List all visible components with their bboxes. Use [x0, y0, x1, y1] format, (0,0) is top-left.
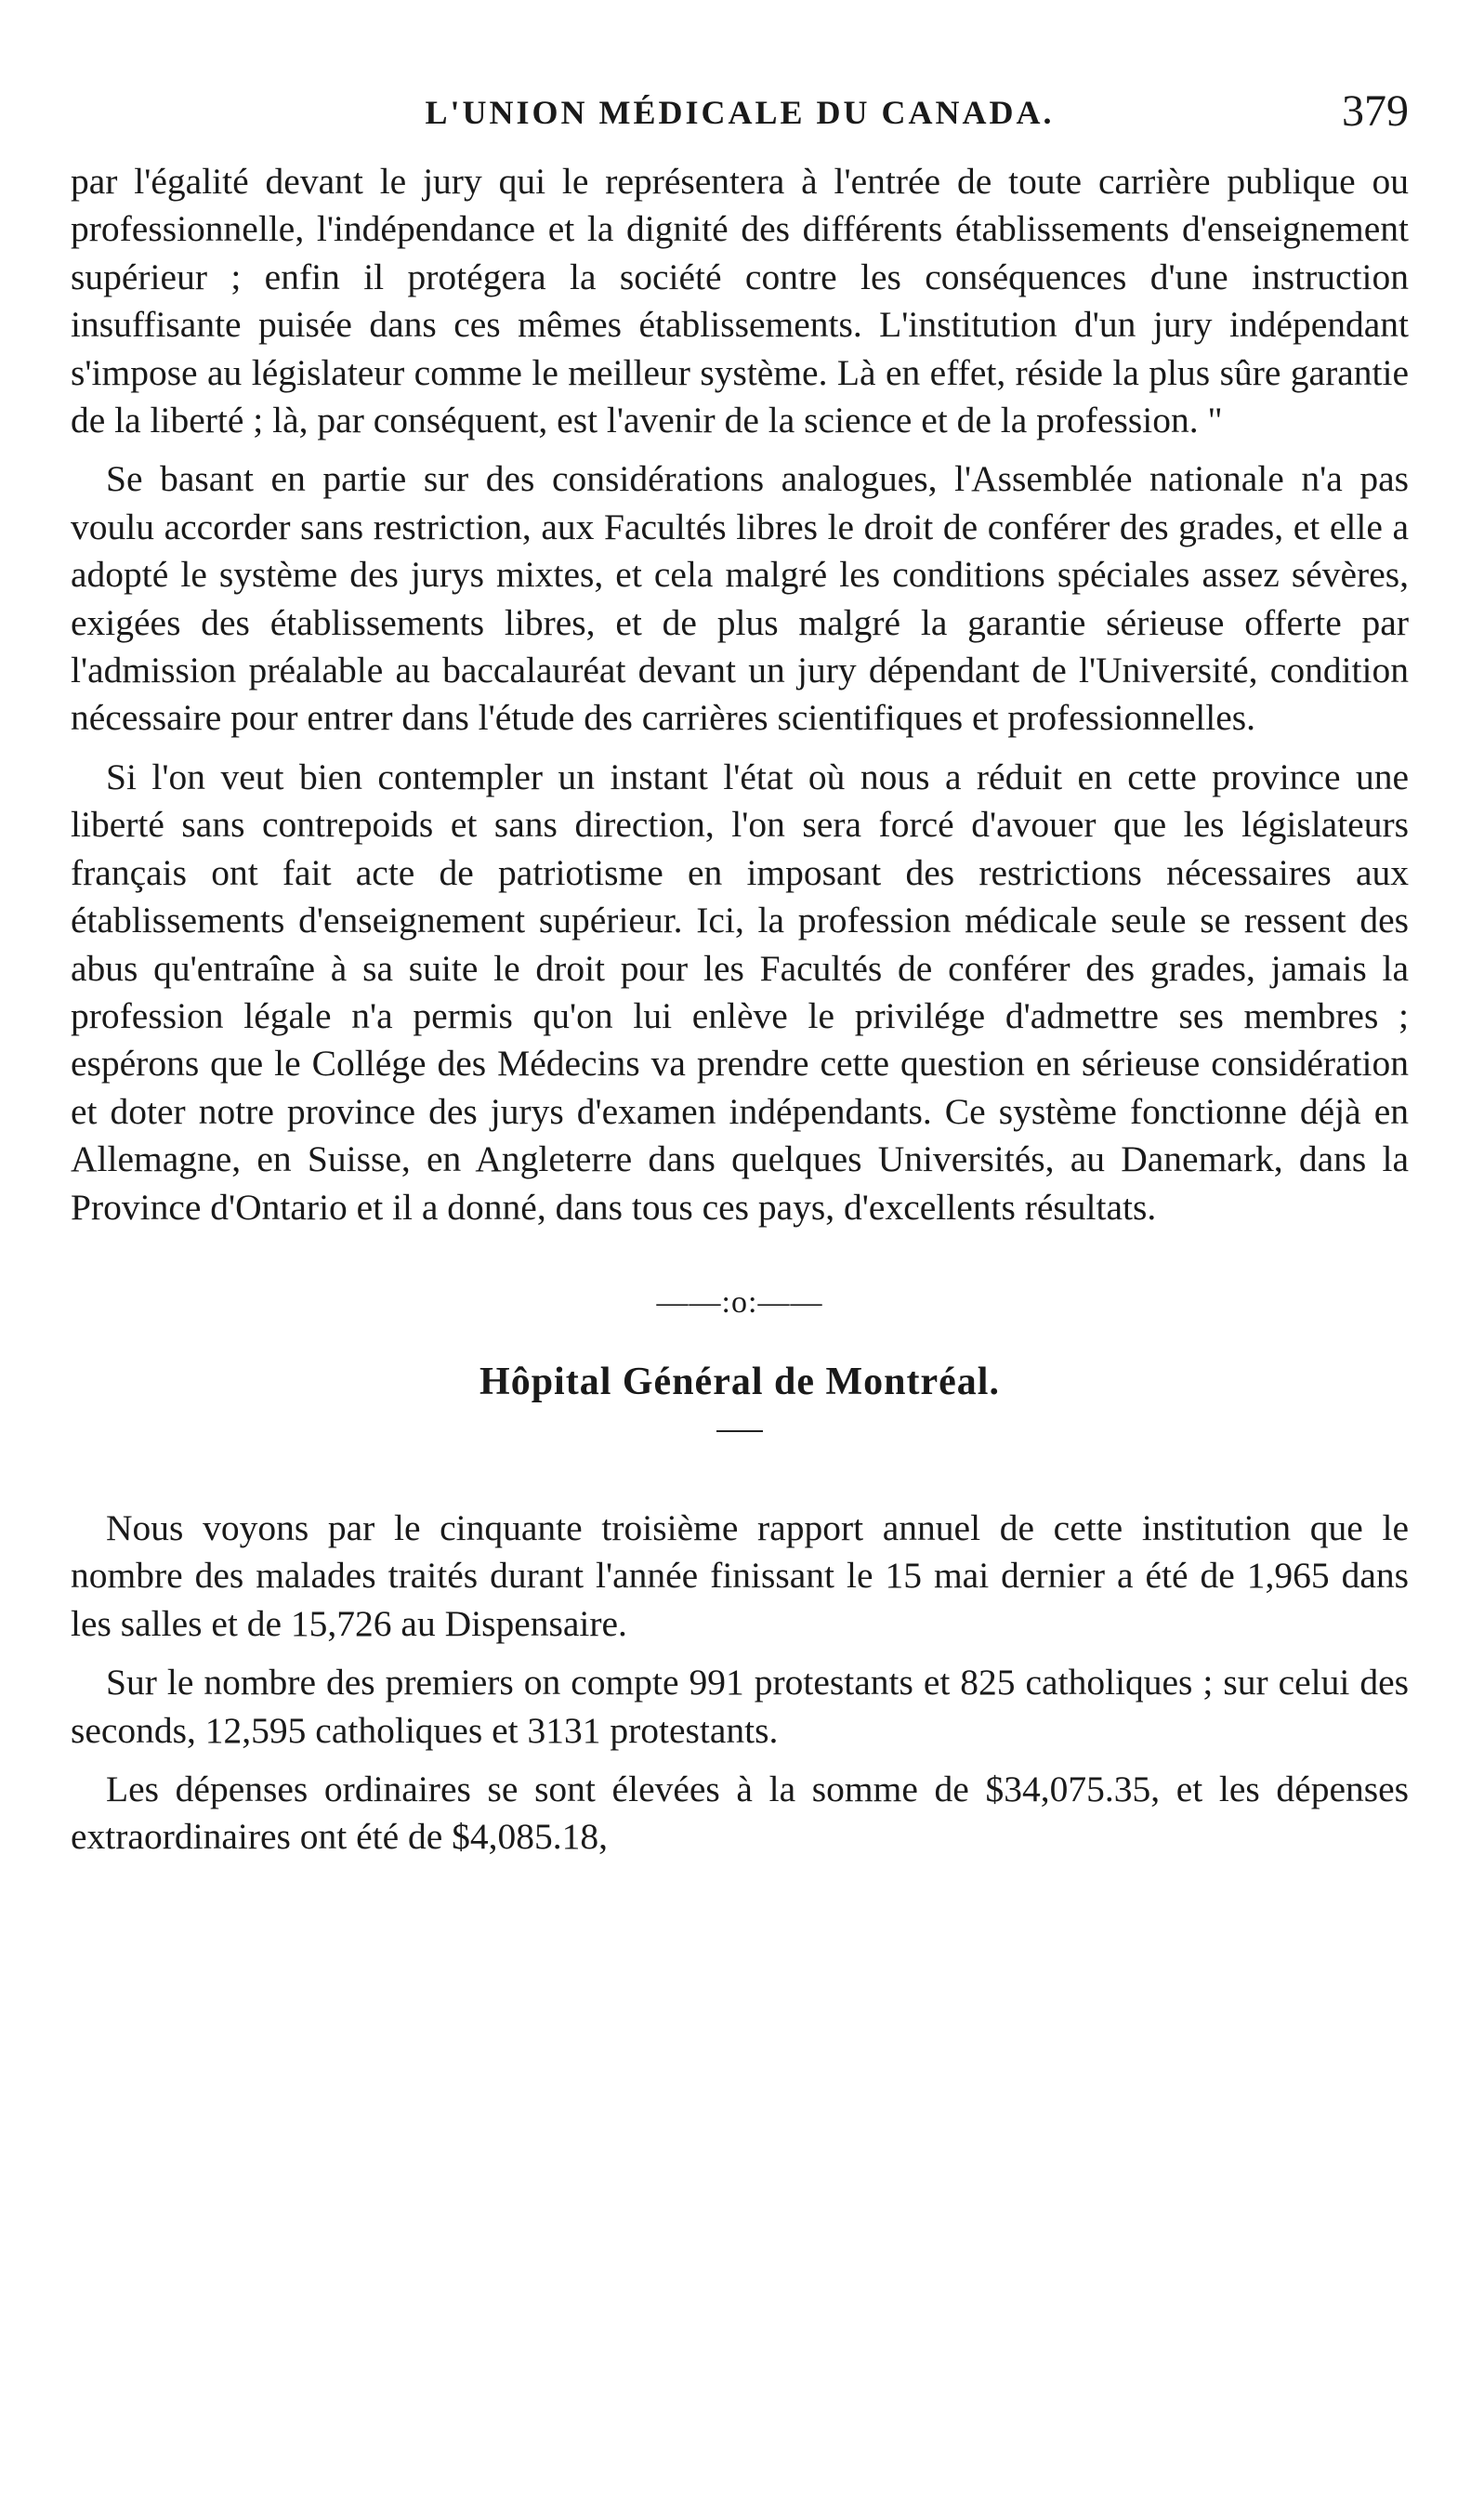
paragraph-province: Si l'on veut bien contempler un instant l'état où nous a réduit en cette province une liberté sans contrepoids et sans direction, l'on sera forcé d'avouer que les législateurs français ont fait acte de patriotisme en imposant des restrictions nécessaires aux établissements d'enseignement supérieur. Ici, la profession médicale seule se ressent des abus qu'entraîne à sa suite le droit pour les Facultés de conférer des grades, jamais la profession légale n'a permis qu'on lui enlève le privilége d'admettre ses membres ; espérons que le Collége des Médecins va prendre cette question en sérieuse considération et doter notre province des jurys d'examen indépendants. Ce système fonctionne déjà en Allemagne, en Suisse, en Angleterre dans quelques Universités, au Danemark, dans la Province d'Ontario et il a donné, dans tous ces pays, d'excellents résultats.	[71, 756, 1409, 1228]
running-head	[71, 86, 1409, 158]
paragraph-assemblee-nationale: Se basant en partie sur des considérations analogues, l'Assemblée nationale n'a pas voulu accorder sans restriction, aux Facultés libres le droit de conférer des grades, et elle a adopté le système des jurys mixtes, et cela malgré les conditions spéciales assez sévères, exigées des établissements libres, et de plus malgré la garantie sérieuse offerte par l'admission préalable au baccalauréat devant un jury dépendant de l'Université, condition nécessaire pour entrer dans l'étude des carrières scientifiques et professionnelles.	[71, 458, 1409, 739]
section-divider: ——:o:——	[656, 1284, 823, 1320]
page	[71, 86, 1409, 1873]
page-number: 379	[1342, 86, 1409, 136]
paragraph-rapport-annuel: Nous voyons par le cinquante troisième rapport annuel de cette institution que le nombre des malades traités durant l'année finissant le 15 mai dernier a été de 1,965 dans les salles et de 15,726 au Dispensaire.	[71, 1506, 1409, 1644]
paragraph-continuation: par l'égalité devant le jury qui le représentera à l'entrée de toute carrière publique ou professionnelle, l'indépendance et la dignité des différents établissements d'enseignement supérieur ; enfin il protégera la société contre les conséquences d'une instruction insuffisante puisée dans ces mêmes établissements. L'institution d'un jury indépendant s'impose au législateur comme le meilleur système. Là en effet, réside la plus sûre garantie de la liberté ; là, par conséquent, est l'avenir de la science et de la profession. "	[71, 161, 1409, 441]
section-title: Hôpital Général de Montréal.	[479, 1360, 1000, 1403]
running-title: L'UNION MÉDICALE DU CANADA.	[425, 94, 1055, 131]
paragraph-statistiques: Sur le nombre des premiers on compte 991 protestants et 825 catholiques ; sur celui des seconds, 12,595 catholiques et 3131 protestants.	[71, 1662, 1409, 1751]
title-rule	[716, 1430, 763, 1432]
paragraph-depenses: Les dépenses ordinaires se sont élevées à la somme de $34,075.35, et les dépenses extraordinaires ont été de $4,085.18,	[71, 1768, 1409, 1858]
